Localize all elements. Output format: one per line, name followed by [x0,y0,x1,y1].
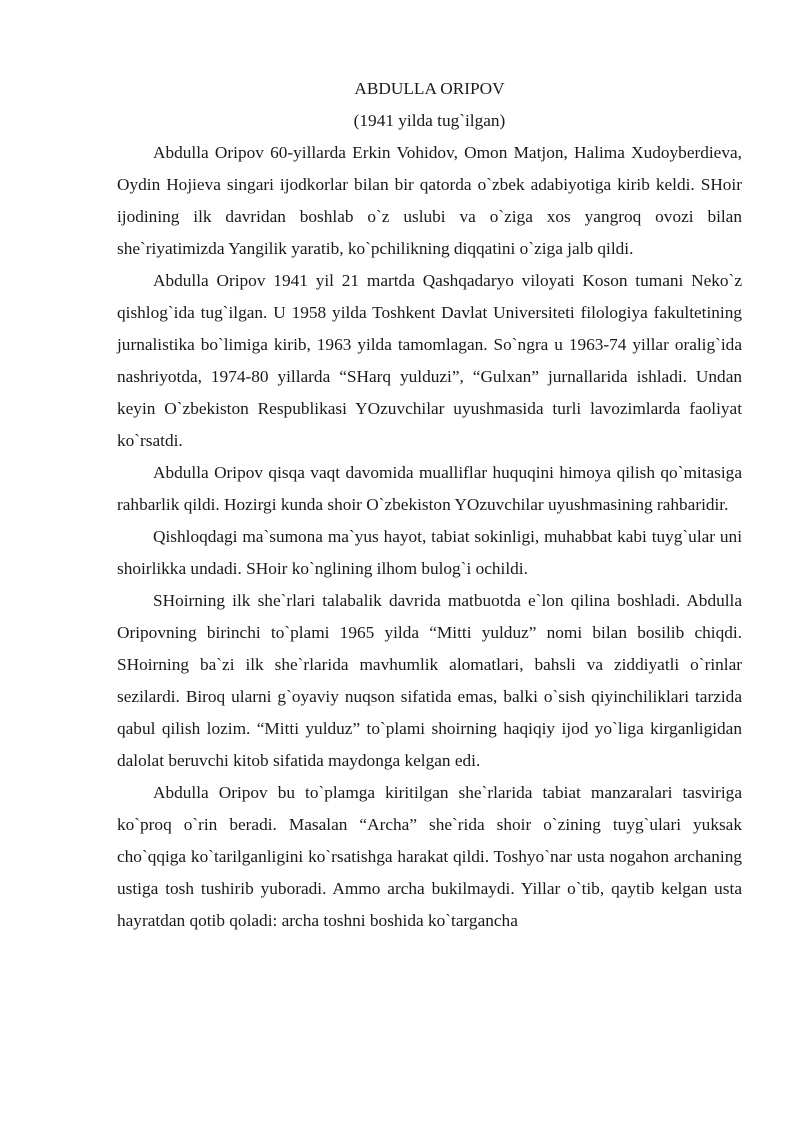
paragraph-1: Abdulla Oripov 60-yillarda Erkin Vohidov, Omon Matjon, Halima Xudoyberdieva, Oydin Hojieva singari ijodkorlar bilan bir qatorda o`zbek adabiyotiga kirib keldi. SHoir ijodining ilk davridan boshlab o`z uslubi va o`ziga xos yangroq ovozi bilan she`riyatimizda Yangilik yaratib, ko`pchilikning diqqatini o`ziga jalb qildi. [117,143,742,258]
document-page [117,73,742,937]
paragraph-5: SHoirning ilk she`rlari talabalik davrida matbuotda e`lon qilina boshladi. Abdulla Oripovning birinchi to`plami 1965 yilda “Mitti yulduz” nomi bilan bosilib chiqdi. SHoirning ba`zi ilk she`rlarida mavhumlik alomatlari, bahsli va ziddiyatli o`rinlar sezilardi. Biroq ularni g`oyaviy nuqson sifatida emas, balki o`sish qiyinchiliklari tarzida qabul qilish lozim. “Mitti yulduz” to`plami shoirning haqiqiy ijod yo`liga kirganligidan dalolat beruvchi kitob sifatida maydonga kelgan edi. [117,591,742,770]
document-title: ABDULLA ORIPOV [354,79,505,98]
paragraph-6: Abdulla Oripov bu to`plamga kiritilgan she`rlarida tabiat manzaralari tasviriga ko`proq o`rin beradi. Masalan “Archa” she`rida shoir o`zining tuyg`ulari yuksak cho`qqiga ko`tarilganligini ko`rsatishga harakat qildi. Toshyo`nar usta nogahon archaning ustiga tosh tushirib yuboradi. Ammo archa bukilmaydi. Yillar o`tib, qaytib kelgan usta hayratdan qotib qoladi: archa toshni boshida ko`targancha [117,783,742,930]
paragraph-3: Abdulla Oripov qisqa vaqt davomida mualliflar huquqini himoya qilish qo`mitasiga rahbarlik qildi. Hozirgi kunda shoir O`zbekiston YOzuvchilar uyushmasining rahbaridir. [117,463,742,514]
paragraph-2: Abdulla Oripov 1941 yil 21 martda Qashqadaryo viloyati Koson tumani Neko`z qishlog`ida tug`ilgan. U 1958 yilda Toshkent Davlat Universiteti filologiya fakultetining jurnalistika bo`limiga kirib, 1963 yilda tamomlagan. So`ngra u 1963-74 yillar oralig`ida nashriyotda, 1974-80 yillarda “SHarq yulduzi”, “Gulxan” jurnallarida ishladi. Undan keyin O`zbekiston Respublikasi YOzuvchilar uyushmasida turli lavozimlarda faoliyat ko`rsatdi. [117,271,742,450]
document-subtitle: (1941 yilda tug`ilgan) [353,111,506,130]
paragraph-4: Qishloqdagi ma`sumona ma`yus hayot, tabiat sokinligi, muhabbat kabi tuyg`ular uni shoirlikka undadi. SHoir ko`nglining ilhom bulog`i ochildi. [117,527,742,578]
